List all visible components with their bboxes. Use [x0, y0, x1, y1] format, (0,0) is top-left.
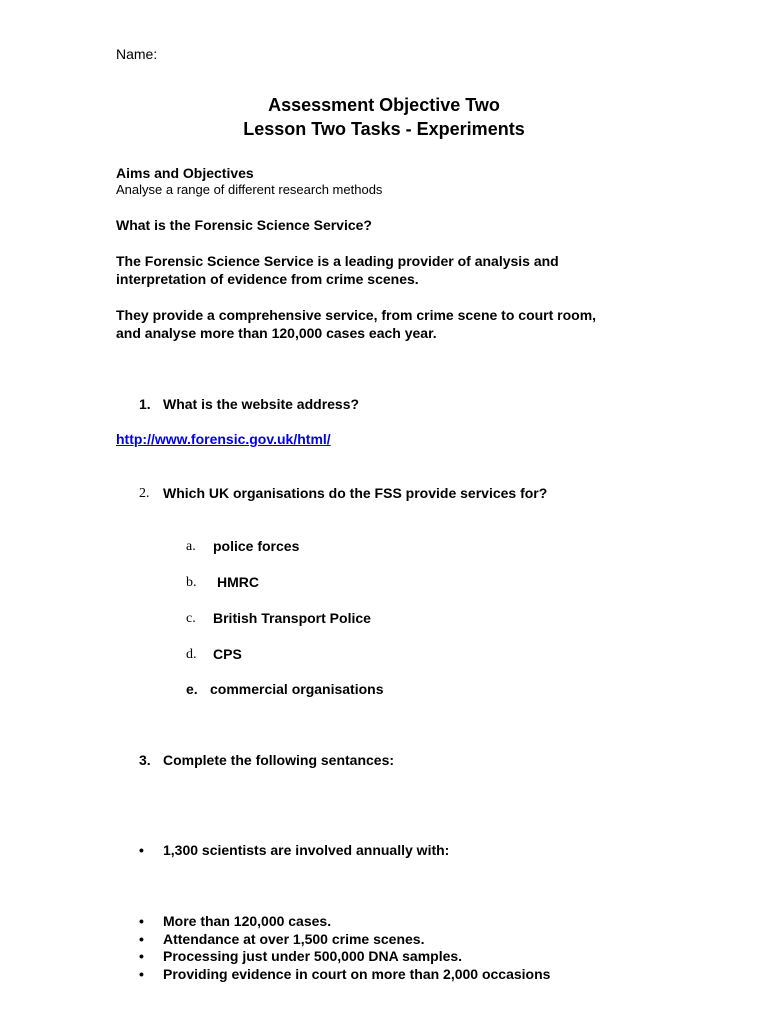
website-link[interactable]: http://www.forensic.gov.uk/html/ — [116, 431, 331, 447]
intro-para1-line2: interpretation of evidence from crime scenes. — [116, 271, 419, 287]
intro-para2-line2: and analyse more than 120,000 cases each year. — [116, 325, 437, 341]
bullet-icon: • — [139, 948, 144, 964]
q2-item-e-text: commercial organisations — [210, 681, 384, 697]
page-subtitle: Lesson Two Tasks - Experiments — [243, 119, 525, 139]
q2-item-c-letter: c. — [186, 611, 196, 626]
aims-text: Analyse a range of different research methods — [116, 182, 383, 197]
q1-text: What is the website address? — [163, 396, 360, 412]
q2-item-c-text: British Transport Police — [213, 610, 371, 626]
q1-number: 1. — [139, 396, 151, 412]
q2-item-e-letter: e. — [186, 681, 198, 697]
name-label: Name: — [116, 46, 158, 62]
q2-number: 2. — [139, 486, 150, 501]
q2-text: Which UK organisations do the FSS provide services for? — [163, 485, 548, 501]
bullet-icon: • — [139, 931, 144, 947]
q3-bullet-3: Processing just under 500,000 DNA samples. — [163, 948, 463, 964]
q2-item-d-letter: d. — [186, 647, 197, 662]
q2-item-d-text: CPS — [213, 646, 242, 662]
bullet-icon: • — [139, 966, 144, 982]
intro-question: What is the Forensic Science Service? — [116, 217, 372, 233]
bullet-icon: • — [139, 842, 144, 858]
q3-bullet-4: Providing evidence in court on more than 2,000 occasions — [163, 966, 551, 982]
aims-heading: Aims and Objectives — [116, 165, 254, 181]
q2-item-b-letter: b. — [186, 575, 197, 590]
q2-item-b-text: HMRC — [217, 574, 259, 590]
q3-bullet-2: Attendance at over 1,500 crime scenes. — [163, 931, 425, 947]
intro-para2-line1: They provide a comprehensive service, from crime scene to court room, — [116, 307, 597, 323]
q2-item-a-letter: a. — [186, 539, 196, 554]
bullet-icon: • — [139, 913, 144, 929]
page-title: Assessment Objective Two — [268, 95, 500, 115]
q2-item-a-text: police forces — [213, 538, 300, 554]
q3-text: Complete the following sentances: — [163, 752, 395, 768]
q3-lead-bullet: 1,300 scientists are involved annually with: — [163, 842, 450, 858]
intro-para1-line1: The Forensic Science Service is a leading provider of analysis and — [116, 253, 559, 269]
q3-number: 3. — [139, 752, 151, 768]
q3-bullet-1: More than 120,000 cases. — [163, 913, 332, 929]
